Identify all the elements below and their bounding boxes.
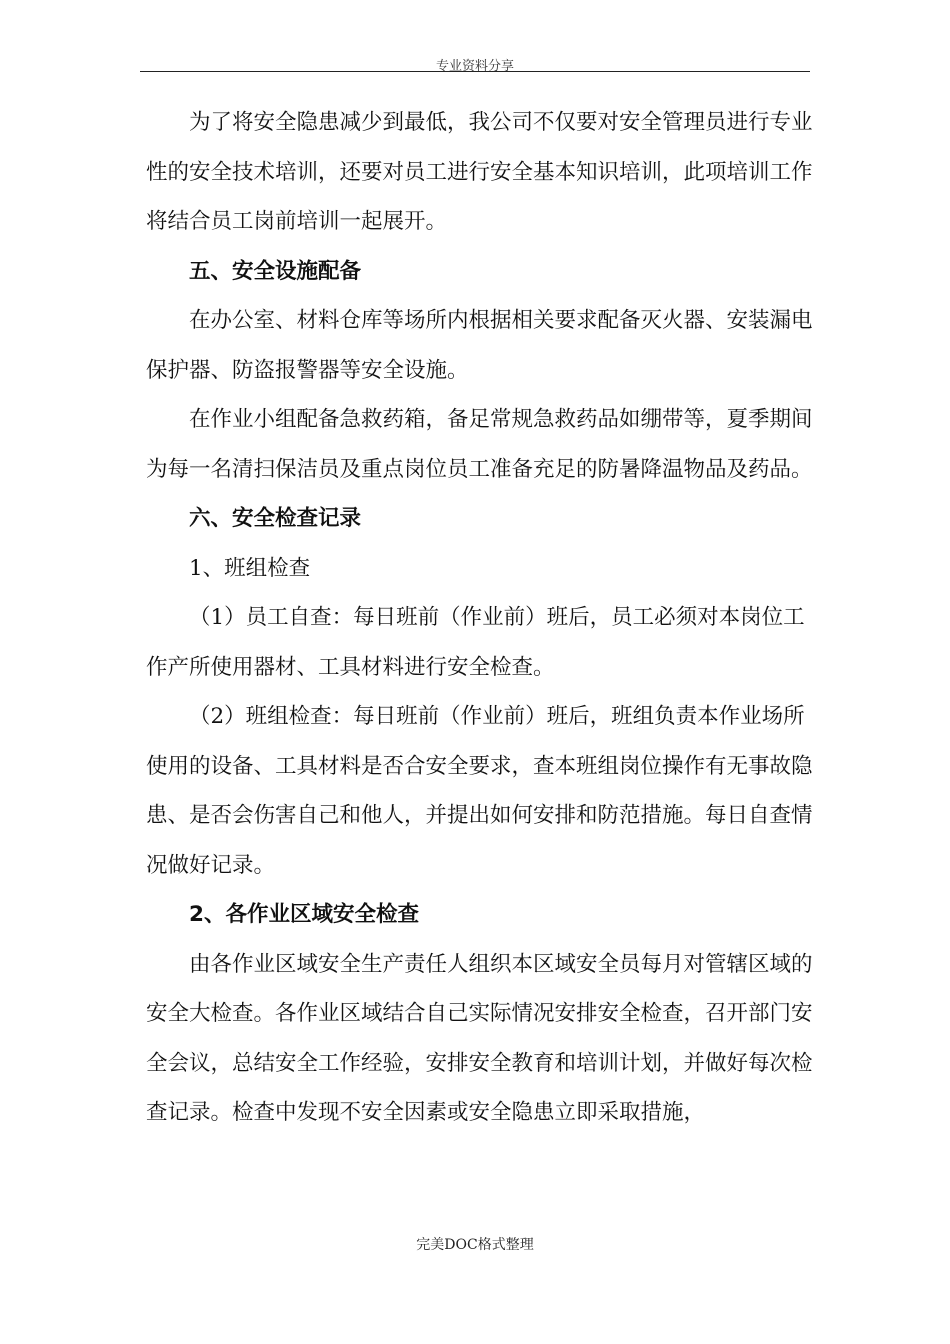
item-self-check: （1）员工自查：每日班前（作业前）班后，员工必须对本岗位工作产所使用器材、工具材料进行安全检查。 xyxy=(146,605,805,680)
paragraph-area-inspection: 由各作业区域安全生产责任人组织本区域安全员每月对管辖区域的安全大检查。各作业区域结合自己实际情况安排安全检查，召开部门安全会议，总结安全工作经验，安排安全教育和培训计划，并做好每次检查记录。检查中发现不安全因素或安全隐患立即采取措施， xyxy=(146,951,813,1125)
subheading-area-check: 2、各作业区域安全检查 xyxy=(189,902,419,927)
item-team-check: （2）班组检查：每日班前（作业前）班后，班组负责本作业场所使用的设备、工具材料是否合安全要求，查本班组岗位操作有无事故隐患、是否会伤害自己和他人，并提出如何安排和防范措施。每日自查情况做好记录。 xyxy=(146,704,813,878)
paragraph-office-equipment: 在办公室、材料仓库等场所内根据相关要求配备灭火器、安装漏电保护器、防盗报警器等安全设施。 xyxy=(146,308,813,383)
header-divider xyxy=(140,71,810,72)
section-heading-inspection: 六、安全检查记录 xyxy=(189,506,362,531)
paragraph-first-aid: 在作业小组配备急救药箱，备足常规急救药品如绷带等，夏季期间为每一名清扫保洁员及重点岗位员工准备充足的防暑降温物品及药品。 xyxy=(146,407,813,482)
section-heading-facilities: 五、安全设施配备 xyxy=(189,258,362,284)
subheading-team-check: 1、班组检查 xyxy=(189,555,311,581)
document-body xyxy=(146,98,816,1138)
page-header: 专业资料分享 xyxy=(435,59,514,74)
paragraph-training: 为了将安全隐患减少到最低，我公司不仅要对安全管理员进行专业性的安全技术培训，还要对员工进行安全基本知识培训，此项培训工作将结合员工岗前培训一起展开。 xyxy=(146,110,813,234)
page-footer: 完美DOC格式整理 xyxy=(416,1237,534,1253)
